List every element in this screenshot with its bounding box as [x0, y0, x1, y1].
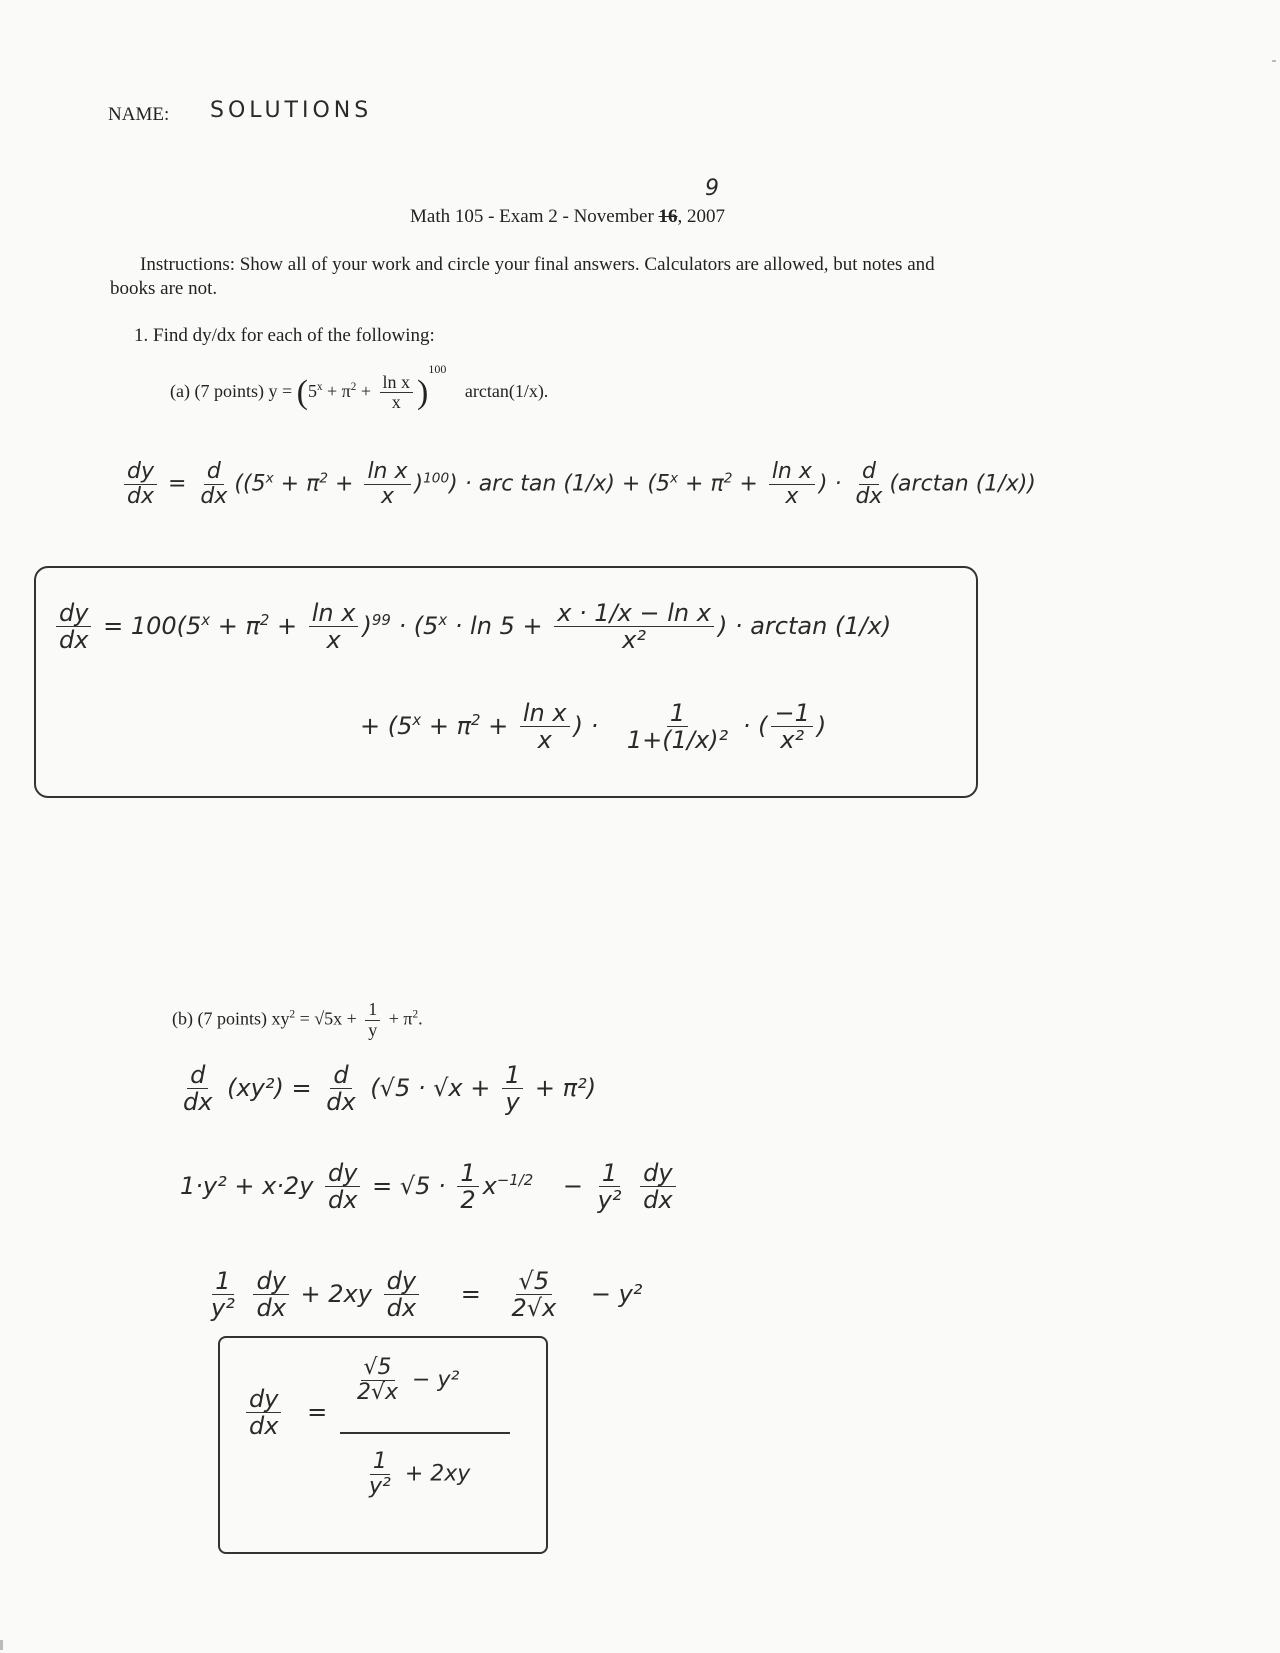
- part-a-pi-exp: 2: [350, 381, 357, 393]
- sb3-d2-num: dy: [384, 1268, 419, 1295]
- part-a-frac: [380, 373, 414, 414]
- ans-b-bot-den: y²: [369, 1474, 391, 1500]
- sb3-f-num: 1: [212, 1268, 233, 1295]
- sb1-f-num: 1: [502, 1062, 523, 1089]
- ans-a2-neg-close: ): [816, 711, 827, 740]
- exam-title: [410, 206, 725, 228]
- ans-b-lhs-num: dy: [246, 1386, 281, 1413]
- sb1-ddx2-den: dx: [326, 1088, 356, 1117]
- sb2-x-exp: −1/2: [496, 1170, 534, 1189]
- ans-a-x2: x: [438, 610, 448, 629]
- part-a-pi: + π: [327, 381, 351, 401]
- sb2-eq: = √5 ·: [372, 1171, 446, 1200]
- answer-b-lhs: [242, 1386, 327, 1440]
- s1-ddx-den: dx: [200, 484, 228, 510]
- s1-b-exp: x: [669, 470, 679, 487]
- solution-b-step2: [180, 1160, 680, 1214]
- part-a-frac-den: x: [391, 392, 401, 413]
- sb2-d-num: dy: [325, 1160, 360, 1187]
- sb3-d-num: dy: [253, 1268, 288, 1295]
- s1-exp: 100: [423, 470, 450, 487]
- s1-tail: (arctan (1/x)): [889, 471, 1036, 497]
- ans-a2-neg-open: (: [758, 711, 768, 740]
- sb2-half-num: 1: [457, 1160, 478, 1187]
- date-correction: 9: [705, 176, 719, 201]
- sb3-r-num: √5: [516, 1268, 553, 1295]
- ans-b-top-num: √5: [361, 1356, 395, 1381]
- name-label: NAME:: [108, 104, 170, 125]
- part-b-tail-exp: 2: [412, 1008, 419, 1021]
- ans-a-lhs-num: dy: [56, 600, 91, 627]
- ans-a2-close: ) ·: [573, 711, 599, 740]
- s1-open: ((5: [234, 471, 266, 497]
- s1-b-ln-num: ln x: [769, 460, 815, 485]
- solution-a-step1: [120, 460, 1036, 509]
- s1-ddx2-num: d: [859, 460, 879, 485]
- answer-a-line1: [52, 600, 891, 654]
- sb1-f-den: y: [505, 1088, 520, 1117]
- ans-a-exp99: 99: [371, 610, 391, 629]
- name-value: SOLUTIONS: [210, 98, 373, 123]
- s1-b-close: ) ·: [818, 471, 842, 497]
- ans-a-lhs-den: dx: [59, 626, 89, 655]
- s1-lhs-num: dy: [124, 460, 157, 485]
- part-a-frac-num: ln x: [380, 373, 414, 394]
- sb1-ddx2-num: d: [330, 1062, 351, 1089]
- question-1-prompt: 1. Find dy/dx for each of the following:: [134, 325, 435, 346]
- sb1-rhs-close: + π²): [534, 1073, 597, 1102]
- ans-a2-plus: +: [488, 711, 509, 740]
- ans-a2-pi: + π: [428, 711, 472, 740]
- ans-a2-ln-num: ln x: [520, 700, 570, 727]
- sb1-ddx-num: d: [187, 1062, 208, 1089]
- ans-a-q-den: x²: [622, 626, 646, 655]
- ans-a-close: ): [362, 611, 372, 640]
- instructions-line1: Instructions: Show all of your work and circle your final answers. Calculators are allowed, but notes and: [140, 254, 935, 275]
- ans-a-pi: + π: [217, 611, 260, 640]
- exam-title-year: , 2007: [677, 206, 726, 227]
- instructions-line2: books are not.: [110, 278, 218, 299]
- s1-b-plus: +: [739, 471, 758, 497]
- s1-plus: +: [335, 471, 354, 497]
- scan-artifact: [0, 1640, 3, 1650]
- part-b-frac-num: 1: [365, 1000, 380, 1021]
- part-a-plus: +: [360, 381, 372, 401]
- part-a-base: 5: [307, 381, 317, 401]
- ans-a-ln5: · ln 5 +: [454, 611, 543, 640]
- sb3-tail: − y²: [590, 1279, 643, 1308]
- ans-a2-open: + (5: [360, 711, 413, 740]
- sb2-f-den: y²: [597, 1186, 622, 1215]
- part-b-tail: + π: [388, 1008, 413, 1029]
- sb2-d2-num: dy: [640, 1160, 675, 1187]
- s1-pi-exp: 2: [319, 470, 328, 487]
- sb3-d-den: dx: [256, 1294, 286, 1323]
- exam-title-prefix: Math 105 - Exam 2 - November: [410, 206, 654, 227]
- part-b-frac-den: y: [368, 1019, 378, 1040]
- s1-b-ln-den: x: [785, 484, 799, 510]
- part-b-label: (b) (7 points) xy: [172, 1008, 290, 1029]
- ans-a2-dot: ·: [742, 711, 751, 740]
- sb2-d2-den: dx: [643, 1186, 673, 1215]
- sb2-minus: −: [562, 1171, 583, 1200]
- ans-a-plus: +: [277, 611, 298, 640]
- sb2-x: x: [482, 1171, 497, 1200]
- s1-ln-num: ln x: [364, 460, 410, 485]
- ans-a-ln-den: x: [326, 626, 341, 655]
- part-b-label-exp: 2: [289, 1008, 296, 1021]
- ans-b-bot-num: 1: [370, 1450, 390, 1475]
- sb1-ddx-den: dx: [183, 1088, 213, 1117]
- solution-b-step1: [176, 1062, 596, 1116]
- solution-b-step3: [204, 1268, 642, 1322]
- s1-eq: =: [167, 471, 187, 497]
- s1-b-pi-exp: 2: [723, 470, 733, 487]
- answer-a-line2: [360, 700, 826, 754]
- ans-b-bot-tail: + 2xy: [404, 1461, 471, 1487]
- answer-b-numerator: [350, 1356, 459, 1405]
- ans-a2-f-num: 1: [667, 700, 688, 727]
- crossed-date: 16: [658, 206, 678, 227]
- part-b-eq: = √5x +: [299, 1008, 357, 1029]
- sb2-d-den: dx: [328, 1186, 358, 1215]
- part-b-tail-end: .: [418, 1008, 423, 1029]
- sb2-f-num: 1: [599, 1160, 620, 1187]
- ans-a-pi-exp: 2: [259, 610, 270, 629]
- s1-ddx2-den: dx: [855, 484, 883, 510]
- s1-pi: + π: [280, 471, 320, 497]
- ans-a-exp-x: x: [201, 610, 211, 629]
- ans-a-dot: · (5: [398, 611, 439, 640]
- ans-a2-exp: x: [412, 710, 422, 729]
- ans-a-ln-num: ln x: [309, 600, 359, 627]
- s1-ddx-num: d: [204, 460, 224, 485]
- sb3-r-den: 2√x: [511, 1294, 557, 1323]
- sb2-half-den: 2: [460, 1186, 476, 1215]
- part-a-base-exp: x: [316, 381, 323, 393]
- ans-a2-neg-num: −1: [771, 700, 812, 727]
- sb2-text: 1·y² + x·2y: [180, 1171, 314, 1200]
- s1-lhs-den: dx: [127, 484, 154, 510]
- sb3-d2-den: dx: [386, 1294, 417, 1323]
- s1-ln-den: x: [380, 484, 394, 510]
- s1-open-exp: x: [265, 470, 274, 487]
- s1-close: ): [414, 471, 424, 497]
- ans-a2-ln-den: x: [537, 726, 552, 755]
- part-a-statement: (a) (7 points) $y = (5^x + \pi^2$ + $\frac{\text{ln x}}{x}$ )$^{100}$ arctan(1/x).: [170, 362, 549, 413]
- ans-b-eq: =: [307, 1397, 328, 1426]
- part-b-statement: [172, 1000, 423, 1041]
- ans-a2-f-den: 1+(1/x)²: [626, 726, 729, 755]
- part-a-outer-exp: 100: [428, 362, 447, 376]
- ans-a-arctan: ) · arctan (1/x): [717, 611, 892, 640]
- ans-b-lhs-den: dx: [249, 1412, 279, 1441]
- ans-b-top-den: 2√x: [357, 1380, 399, 1406]
- ans-a-q-num: x · 1/x − ln x: [554, 600, 714, 627]
- s1-close2: ) · arc tan (1/x) + (5: [449, 471, 670, 497]
- sb3-eq: =: [460, 1279, 481, 1308]
- sb1-lhs: (xy²) =: [227, 1073, 312, 1102]
- ans-a2-neg-den: x²: [780, 726, 805, 755]
- part-a-tail: arctan(1/x).: [464, 381, 549, 401]
- ans-a2-pi-exp: 2: [471, 710, 481, 729]
- s1-b-pi: + π: [685, 471, 724, 497]
- sb1-rhs-open: (√5 · √x +: [370, 1073, 491, 1102]
- ans-b-top-tail: − y²: [412, 1367, 460, 1393]
- sb3-plus: + 2xy: [300, 1279, 372, 1308]
- answer-b-denominator: [362, 1450, 470, 1499]
- part-a-label: (a) (7 points) y =: [170, 381, 293, 401]
- ans-a-eq: = 100(5: [103, 611, 202, 640]
- sb3-f-den: y²: [211, 1294, 235, 1323]
- answer-b-fraction-bar: [340, 1432, 510, 1434]
- scan-artifact: [1272, 60, 1276, 62]
